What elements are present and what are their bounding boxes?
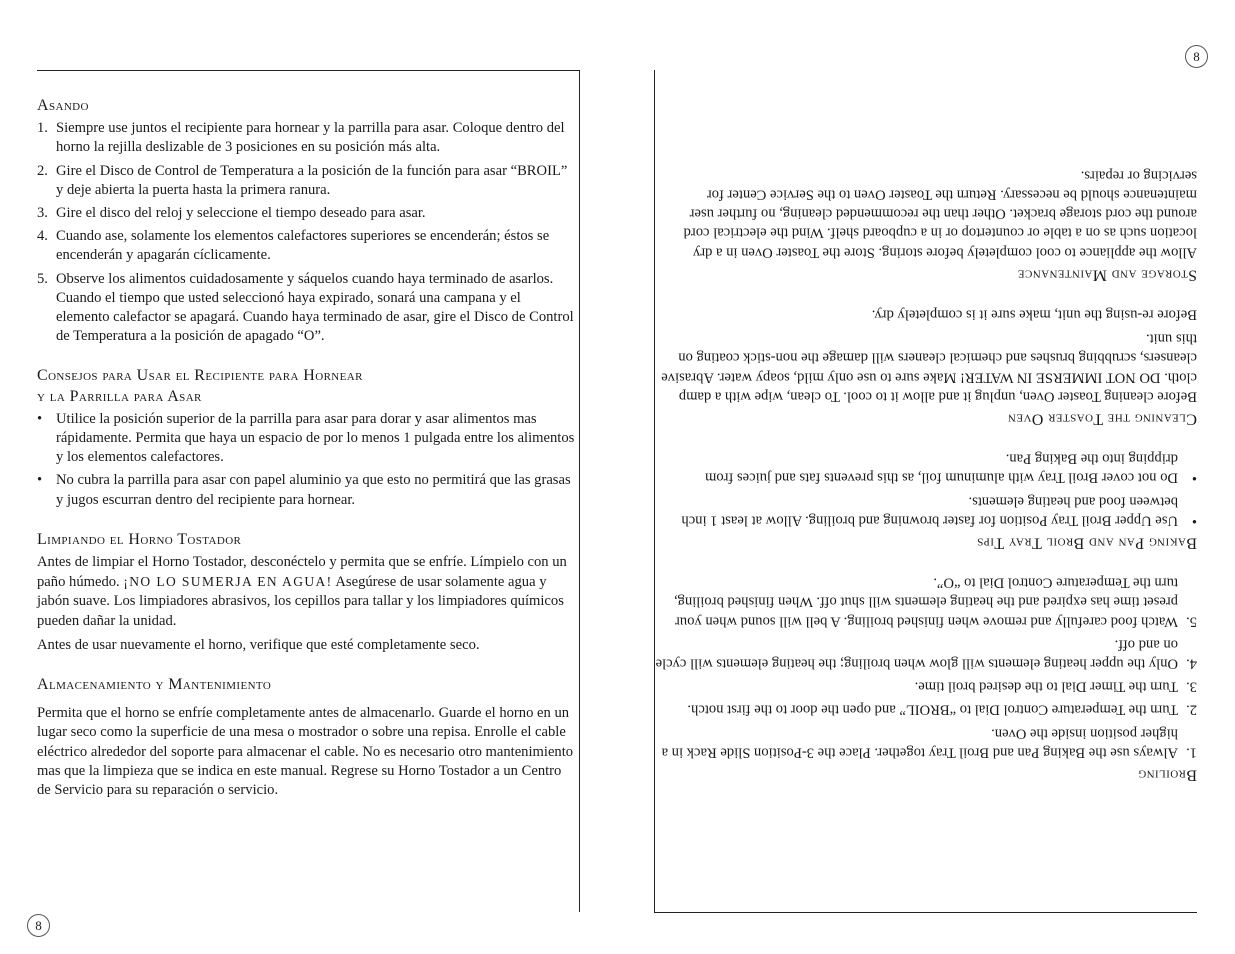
paragraph: Allow the appliance to cool completely before storing. Store the Toaster Oven in a dry location such as on a table or countertop or in a cupboard shelf. Wind the electrical cord around the cord storage bracket. Other than the recommended cleaning, no further user maintenance should be necessary. Return the Toaster Oven to the Service Center for servicing or repairs. (683, 167, 1197, 261)
list-item: 3. Turn the Timer Dial to the desired broil time. (914, 678, 1197, 695)
left-top-rule (37, 70, 580, 71)
list-item: 4. Only the upper heating elements will glow when broiling; the heating elements will cycle on and off. (655, 636, 1197, 672)
steps-list (37, 119, 577, 346)
section-almacenamiento (37, 675, 577, 800)
right-page-content-rotated (654, 145, 1197, 784)
section-limpiando (37, 530, 577, 655)
section-title: Asando (37, 97, 89, 114)
list-item: • Use Upper Broil Tray Position for faster browning and broiling. Allow at least 1 inch between food and heating elements. (681, 493, 1197, 529)
list-item: • Do not cover Broil Tray with aluminum foil, as this prevents fats and juices from dripping into the Baking Pan. (704, 450, 1197, 486)
list-item: 5. Watch food carefully and remove when finished broiling. A bell will sound when your preset time has expired and the heating elements will shut off. When finished broiling, turn the Temperature Control Dial to “O”. (673, 574, 1197, 630)
section-title-line2: y la Parrilla para Asar (37, 387, 202, 405)
right-bottom-rule (654, 912, 1197, 913)
tips-list (654, 448, 1197, 529)
list-item: 2. Gire el Disco de Control de Temperatura a la posición de la función para asar “BROIL” y deje abierta la puerta hasta la primera ranura. (37, 162, 568, 198)
paragraph: Before re-using the unit, make sure it is completely dry. (871, 306, 1197, 323)
section-broiling (654, 572, 1197, 784)
section-title: Baking Pan and Broil Tray Tips (976, 534, 1197, 552)
steps-list (654, 572, 1197, 761)
list-item: 3. Gire el disco del reloj y seleccione el tiempo deseado para asar. (37, 205, 426, 222)
section-title: Storage and Maintenance (1017, 266, 1197, 284)
left-side-rule (579, 70, 580, 912)
section-asando (37, 96, 577, 346)
section-title: Broiling (1137, 766, 1197, 784)
list-item: • No cubra la parrilla para asar con papel aluminio ya que esto no permitirá que las grasas y jugos escurran dentro del recipiente para hornear. (37, 472, 571, 508)
list-item: 1. Always use the Baking Pan and Broil Tray together. Place the 3-Position Slide Rack in a higher position inside the Oven. (661, 725, 1197, 761)
list-item: 5. Observe los alimentos cuidadosamente y sáquelos cuando haya terminado de asarlos. Cuando el tiempo que usted seleccionó haya expirado, sonará una campana y el elemento calefactor se apagará. Cuando haya terminado de asar, gire el Disco de Control de Temperatura a la posición de apagado “O”. (37, 270, 574, 345)
left-page-number: 8 (27, 914, 50, 937)
section-title-line1: Consejos para Usar el Recipiente para Hornear (37, 367, 363, 385)
section-title: Cleaning the Toaster Oven (1007, 410, 1197, 428)
paragraph: Permita que el horno se enfríe completamente antes de almacenarlo. Guarde el horno en un lugar seco como la superficie de una mesa o mostrador o sobre una repisa. Enrolle el cable eléctrico alrededor del soporte para almacenar el cable. No es necesario otro mantenimiento mas que la limpieza que se indica en este manual. Regrese su Horno Tostador a un Centro de Servicio para su reparación o servicio. (37, 705, 574, 799)
section-title: Almacenamiento y Mantenimiento (37, 676, 272, 694)
list-item: 4. Cuando ase, solamente los elementos calefactores superiores se encenderán; éstos se encenderán y apagarán cíclicamente. (37, 228, 550, 264)
section-title: Limpiando el Horno Tostador (37, 530, 242, 548)
list-item: 1. Siempre use juntos el recipiente para hornear y la parrilla para asar. Coloque dentro del horno la rejilla deslizable de 3 posiciones en su posición más alta. (37, 120, 565, 156)
paragraph: Antes de limpiar el Horno Tostador, desconéctelo y permita que se enfríe. Límpielo con un paño húmedo. ¡NO LO SUMERJA EN AGUA! Asegúrese de usar solamente agua y jabón suave. Los limpiadores abrasivos, los cepillos para tallar y los limpiadores químicos pueden dañar la unidad. (37, 554, 567, 629)
section-tips (654, 448, 1197, 552)
section-storage (654, 165, 1197, 284)
section-cleaning (654, 304, 1197, 428)
section-consejos (37, 366, 577, 509)
right-page-number: 8 (1185, 45, 1208, 68)
list-item: • Utilice la posición superior de la parrilla para asar para dorar y asar alimentos mas rápidamente. Permita que haya un espacio de por lo menos 1 pulgada entre los alimentos y los elementos calefactores. (37, 410, 575, 466)
paragraph: Before cleaning Toaster Oven, unplug it and allow it to cool. To clean, wipe with a damp cloth. DO NOT IMMERSE IN WATER! Make sure to use only mild, soapy water. Abrasive cleansers, scrubbing brushes and chemical cleaners will damage the non-stick coating on this unit. (661, 330, 1197, 405)
list-item: 2. Turn the Temperature Control Dial to “BROIL” and open the door to the first notch. (687, 701, 1197, 718)
tips-list (37, 410, 577, 510)
paragraph: Antes de usar nuevamente el horno, verifique que esté completamente seco. (37, 636, 480, 653)
left-page-content (37, 96, 577, 820)
warning-text: ¡NO LO SUMERJA EN AGUA! (123, 574, 333, 590)
